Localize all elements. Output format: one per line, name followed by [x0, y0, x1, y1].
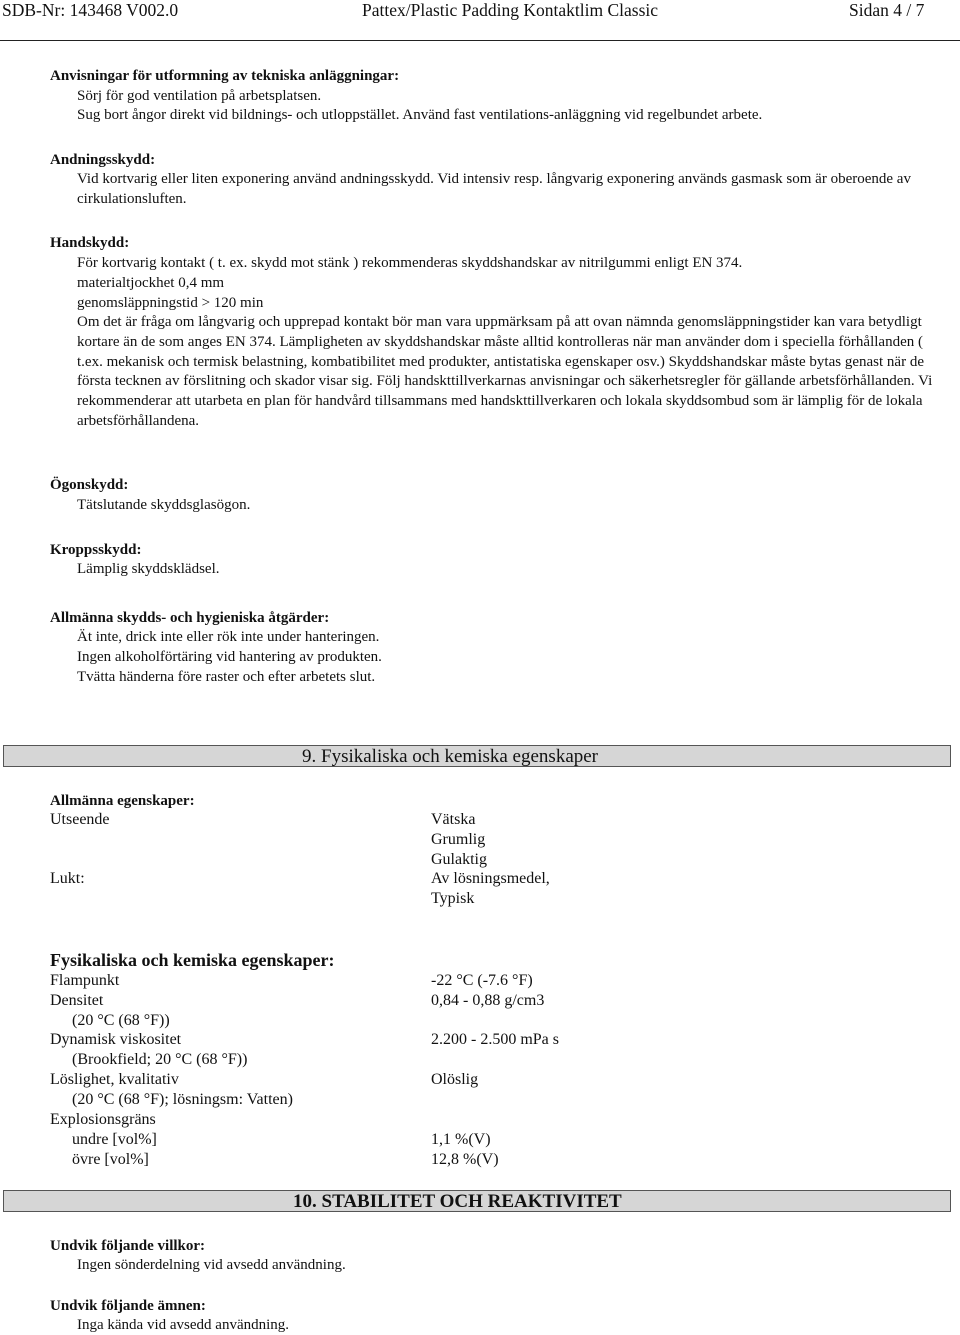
appearance-label: Utseende — [50, 811, 110, 828]
prop-label: övre [vol%] — [72, 1151, 149, 1168]
appearance-value: Gulaktig — [431, 851, 487, 868]
section9-title: 9. Fysikaliska och kemiska egenskaper — [302, 746, 599, 767]
respiratory-text: Vid kortvarig eller liten exponering använd andningsskydd. Vid intensiv resp. långvarig exponering används gasmask som är oberoende av cirkulationsluften. — [77, 171, 911, 207]
materials-text: Inga kända vid avsedd användning. — [77, 1317, 290, 1333]
hygiene-line3: Tvätta händerna före raster och efter arbetets slut. — [77, 669, 376, 685]
materials-heading: Undvik följande ämnen: — [50, 1298, 206, 1314]
conditions-text: Ingen sönderdelning vid avsedd användning. — [77, 1257, 346, 1273]
prop-label: Löslighet, kvalitativ — [50, 1071, 179, 1088]
technical-heading: Anvisningar för utformning av tekniska anläggningar: — [50, 68, 400, 84]
body-text: Lämplig skyddsklädsel. — [77, 561, 220, 577]
prop-label: (20 °C (68 °F)) — [72, 1012, 170, 1029]
eye-text: Tätslutande skyddsglasögon. — [77, 497, 251, 513]
prop-label: (20 °C (68 °F); lösningsm: Vatten) — [72, 1091, 293, 1108]
hand-heading: Handskydd: — [50, 235, 130, 251]
technical-line2: Sug bort ångor direkt vid bildnings- och utloppstället. Använd fast ventilations-anläggning vid regelbundet arbete. — [77, 107, 763, 123]
respiratory-heading: Andningsskydd: — [50, 152, 156, 168]
prop-label: Flampunkt — [50, 972, 120, 989]
section10-title: 10. STABILITET OCH REAKTIVITET — [293, 1191, 622, 1212]
hand-line1: För kortvarig kontakt ( t. ex. skydd mot stänk ) rekommenderas skyddshandskar av nitrilgummi enligt EN 374. — [77, 255, 743, 271]
prop-label: Dynamisk viskositet — [50, 1031, 182, 1048]
conditions-heading: Undvik följande villkor: — [50, 1238, 206, 1254]
prop-value: 12,8 %(V) — [431, 1151, 499, 1168]
technical-line1: Sörj för god ventilation på arbetsplatsen. — [77, 88, 322, 104]
eye-heading: Ögonskydd: — [50, 477, 129, 493]
odor-value: Typisk — [431, 890, 475, 907]
props-heading: Fysikaliska och kemiska egenskaper: — [50, 950, 335, 970]
page-number: Sidan 4 / 7 — [849, 0, 925, 20]
prop-value: -22 °C (-7.6 °F) — [431, 972, 533, 989]
prop-value: Olöslig — [431, 1071, 479, 1088]
body-heading: Kroppsskydd: — [50, 542, 142, 558]
prop-value: 0,84 - 0,88 g/cm3 — [431, 992, 545, 1009]
prop-value: 2.200 - 2.500 mPa s — [431, 1031, 559, 1048]
hand-text: Om det är fråga om långvarig och upprepad kontakt bör man vara uppmärksam på att ovan nämnda genomsläppningstider kan vara betydligt kortare än de som anges EN 374. Lämpligheten av skyddshandskar måste alltid kontrolleras när man använder dom i speciella förhållanden ( t.ex. mekanisk och termisk belastning, kombatibilitet med produkter, antistatiska egenskaper osv.) Skyddshandskar måste bytas genast när de första tecknen av förslitning och skador visar sig. Följ handskttillverkarnas anvisningar och säkerhetsregler för gällande arbetsförhållanden. Vi rekommenderar att utarbeta en plan för handvård tillsammans med handskttillverkaren och lokala skyddsombud som är lämplig för de lokala arbetsförhållandena. — [77, 314, 933, 429]
header-rule — [0, 40, 960, 41]
sdb-number: SDB-Nr: 143468 V002.0 — [2, 0, 179, 20]
hygiene-line2: Ingen alkoholförtäring vid hantering av produkten. — [77, 649, 382, 665]
hygiene-line1: Ät inte, drick inte eller rök inte under hanteringen. — [77, 629, 380, 645]
product-name: Pattex/Plastic Padding Kontaktlim Classic — [362, 0, 659, 20]
odor-value: Av lösningsmedel, — [431, 870, 550, 887]
hand-line3: genomsläppningstid > 120 min — [77, 295, 264, 311]
odor-label: Lukt: — [50, 870, 85, 887]
prop-label: Explosionsgräns — [50, 1111, 156, 1128]
prop-value: 1,1 %(V) — [431, 1131, 491, 1148]
prop-label: Densitet — [50, 992, 104, 1009]
appearance-value: Grumlig — [431, 831, 486, 848]
hygiene-heading: Allmänna skydds- och hygieniska åtgärder: — [50, 610, 330, 626]
prop-label: undre [vol%] — [72, 1131, 157, 1148]
appearance-value: Vätska — [431, 811, 476, 828]
prop-label: (Brookfield; 20 °C (68 °F)) — [72, 1051, 248, 1068]
general-heading: Allmänna egenskaper: — [50, 793, 195, 809]
hand-line2: materialtjockhet 0,4 mm — [77, 275, 225, 291]
